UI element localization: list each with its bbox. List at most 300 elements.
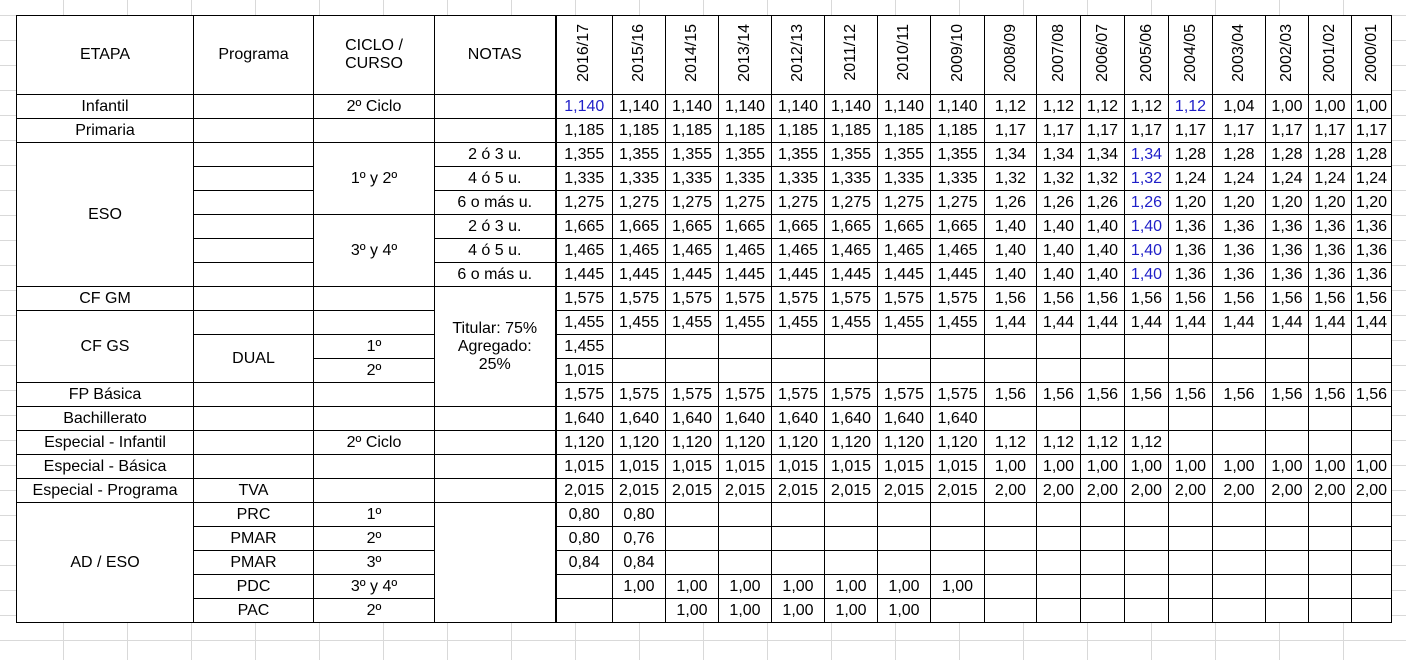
- value-cell: 1,12: [1081, 95, 1125, 119]
- value-cell: 1,275: [931, 191, 985, 215]
- value-cell: 1,445: [556, 263, 613, 287]
- header-year-label: 2012/13: [789, 23, 806, 82]
- value-cell: 2,015: [613, 479, 666, 503]
- header-ciclo-line2: CURSO: [345, 55, 403, 72]
- value-cell: 1,24: [1213, 167, 1266, 191]
- value-cell: 1,140: [719, 95, 772, 119]
- value-cell: 1,575: [613, 287, 666, 311]
- notas-cell: [435, 431, 556, 455]
- value-cell: 1,00: [719, 599, 772, 623]
- etapa-cell: AD / ESO: [17, 503, 194, 623]
- value-cell: 1,575: [825, 287, 878, 311]
- value-cell: [1037, 359, 1081, 383]
- value-cell: 1,56: [1266, 383, 1309, 407]
- value-cell: [1169, 407, 1213, 431]
- notas-cell: 4 ó 5 u.: [435, 167, 556, 191]
- value-cell: 1,36: [1352, 239, 1392, 263]
- value-cell: 2,00: [1213, 479, 1266, 503]
- value-cell: 1,56: [1081, 287, 1125, 311]
- value-cell: 1,00: [1169, 455, 1213, 479]
- ciclo-cell: 1º y 2º: [314, 143, 435, 215]
- value-cell: 1,40: [1081, 215, 1125, 239]
- value-cell: 1,185: [878, 119, 931, 143]
- value-cell: 1,44: [1213, 311, 1266, 335]
- value-cell: 1,575: [772, 383, 825, 407]
- ciclo-cell: 3º: [314, 551, 435, 575]
- value-cell: 1,015: [613, 455, 666, 479]
- value-cell: 1,275: [613, 191, 666, 215]
- table-row: [17, 239, 1392, 263]
- value-cell: [1352, 359, 1392, 383]
- value-cell: 1,640: [931, 407, 985, 431]
- value-cell: 1,20: [1309, 191, 1352, 215]
- programa-cell: PMAR: [194, 551, 314, 575]
- header-year: [985, 16, 1037, 95]
- value-cell: 1,575: [878, 287, 931, 311]
- value-cell: [878, 503, 931, 527]
- value-cell: 1,36: [1309, 239, 1352, 263]
- header-year-label: 2016/17: [575, 23, 593, 82]
- notas-cell: 6 o más u.: [435, 191, 556, 215]
- value-cell: 1,665: [825, 215, 878, 239]
- value-cell: 1,40: [1081, 263, 1125, 287]
- etapa-cell: Especial - Programa: [17, 479, 194, 503]
- value-cell: [556, 599, 613, 623]
- value-cell: 1,34: [1037, 143, 1081, 167]
- etapa-cell: CF GS: [17, 311, 194, 383]
- value-cell: 1,12: [1037, 431, 1081, 455]
- header-notas: NOTAS: [435, 16, 556, 95]
- value-cell: 1,335: [719, 167, 772, 191]
- value-cell: 1,465: [666, 239, 719, 263]
- value-cell: 1,04: [1213, 95, 1266, 119]
- notas-line: Titular: 75%: [452, 319, 538, 337]
- etapa-cell: CF GM: [17, 287, 194, 311]
- value-cell: 1,665: [931, 215, 985, 239]
- value-cell: 1,455: [825, 311, 878, 335]
- value-cell: [825, 503, 878, 527]
- programa-cell: [194, 455, 314, 479]
- ciclo-cell: 3º y 4º: [314, 215, 435, 287]
- value-cell: [878, 335, 931, 359]
- value-cell: [825, 551, 878, 575]
- value-cell: 1,140: [825, 95, 878, 119]
- value-cell: 1,20: [1213, 191, 1266, 215]
- value-cell: 1,575: [931, 383, 985, 407]
- value-cell: 1,17: [1037, 119, 1081, 143]
- value-cell: [1037, 407, 1081, 431]
- value-cell: [931, 551, 985, 575]
- value-cell: 1,455: [719, 311, 772, 335]
- programa-cell: [194, 431, 314, 455]
- table-row: [17, 95, 1392, 119]
- value-cell: 1,140: [878, 95, 931, 119]
- value-cell: 1,465: [613, 239, 666, 263]
- value-cell: 0,84: [613, 551, 666, 575]
- value-cell: [1213, 551, 1266, 575]
- header-year-label: 2013/14: [736, 23, 753, 82]
- notas-cell: [435, 287, 556, 407]
- programa-cell: PAC: [194, 599, 314, 623]
- value-cell: [1352, 599, 1392, 623]
- header-year-label: 2011/12: [842, 24, 859, 81]
- value-cell: [931, 359, 985, 383]
- value-cell: 0,84: [556, 551, 613, 575]
- table-row: [17, 383, 1392, 407]
- value-cell: 1,44: [1081, 311, 1125, 335]
- value-cell: 1,56: [1169, 287, 1213, 311]
- value-cell: 1,335: [666, 167, 719, 191]
- programa-cell: [194, 215, 314, 239]
- value-cell: 1,56: [1352, 383, 1392, 407]
- value-cell: 1,12: [1037, 95, 1081, 119]
- value-cell: 1,015: [556, 455, 613, 479]
- value-cell: [878, 527, 931, 551]
- value-cell: [1309, 407, 1352, 431]
- value-cell: 1,185: [613, 119, 666, 143]
- value-cell: 1,17: [1352, 119, 1392, 143]
- value-cell: 1,17: [1266, 119, 1309, 143]
- value-cell: 2,015: [772, 479, 825, 503]
- value-cell: 1,56: [1213, 287, 1266, 311]
- value-cell: 1,185: [666, 119, 719, 143]
- value-cell: 1,640: [878, 407, 931, 431]
- value-cell: 1,120: [825, 431, 878, 455]
- value-cell: [1309, 503, 1352, 527]
- etapa-cell: ESO: [17, 143, 194, 287]
- value-cell: 1,00: [1125, 455, 1169, 479]
- value-cell: 1,44: [1352, 311, 1392, 335]
- value-cell: [1352, 551, 1392, 575]
- value-cell: 1,00: [1213, 455, 1266, 479]
- value-cell: [1213, 575, 1266, 599]
- value-cell: 1,120: [772, 431, 825, 455]
- value-cell: [1037, 599, 1081, 623]
- programa-cell: TVA: [194, 479, 314, 503]
- value-cell: 1,640: [825, 407, 878, 431]
- value-cell: 1,355: [772, 143, 825, 167]
- value-cell: 1,465: [772, 239, 825, 263]
- value-cell: 1,36: [1213, 239, 1266, 263]
- value-cell: 1,120: [666, 431, 719, 455]
- value-cell: 1,275: [825, 191, 878, 215]
- value-cell: 1,015: [666, 455, 719, 479]
- table-row: [17, 551, 1392, 575]
- table-row: [17, 407, 1392, 431]
- header-year: [1037, 16, 1081, 95]
- programa-cell: DUAL: [194, 335, 314, 383]
- value-cell: 1,40: [1125, 239, 1169, 263]
- programa-cell: [194, 167, 314, 191]
- value-cell: 1,640: [613, 407, 666, 431]
- value-cell: 1,465: [825, 239, 878, 263]
- value-cell: [613, 359, 666, 383]
- value-cell: 1,00: [666, 599, 719, 623]
- header-year-label: 2004/05: [1181, 23, 1199, 82]
- value-cell: 1,56: [1169, 383, 1213, 407]
- value-cell: [1125, 359, 1169, 383]
- ciclo-cell: 2º: [314, 599, 435, 623]
- value-cell: 1,335: [878, 167, 931, 191]
- value-cell: 1,015: [556, 359, 613, 383]
- value-cell: [1169, 599, 1213, 623]
- value-cell: 1,015: [931, 455, 985, 479]
- header-year: [556, 16, 613, 95]
- value-cell: [1169, 359, 1213, 383]
- value-cell: 1,44: [1309, 311, 1352, 335]
- value-cell: 1,355: [556, 143, 613, 167]
- value-cell: [666, 503, 719, 527]
- value-cell: [1169, 551, 1213, 575]
- value-cell: 1,40: [1125, 263, 1169, 287]
- value-cell: 1,56: [1125, 383, 1169, 407]
- table-row: [17, 143, 1392, 167]
- value-cell: 1,575: [719, 383, 772, 407]
- value-cell: [1213, 599, 1266, 623]
- value-cell: 1,455: [556, 311, 613, 335]
- etapa-cell: FP Básica: [17, 383, 194, 407]
- value-cell: [1081, 407, 1125, 431]
- programa-cell: [194, 263, 314, 287]
- value-cell: 1,00: [613, 575, 666, 599]
- value-cell: [1352, 431, 1392, 455]
- ciclo-cell: 1º: [314, 335, 435, 359]
- value-cell: 1,34: [1125, 143, 1169, 167]
- value-cell: 1,355: [878, 143, 931, 167]
- value-cell: 1,355: [931, 143, 985, 167]
- notas-cell: [435, 407, 556, 431]
- value-cell: [1213, 503, 1266, 527]
- value-cell: 1,44: [1125, 311, 1169, 335]
- notas-cell: [435, 95, 556, 119]
- header-year-label: 2001/02: [1321, 23, 1338, 82]
- ciclo-cell: 2º Ciclo: [314, 431, 435, 455]
- table-row: [17, 191, 1392, 215]
- value-cell: 1,575: [666, 287, 719, 311]
- value-cell: 1,17: [1309, 119, 1352, 143]
- value-cell: 1,36: [1352, 263, 1392, 287]
- etapa-cell: Infantil: [17, 95, 194, 119]
- value-cell: [1266, 575, 1309, 599]
- value-cell: 1,575: [666, 383, 719, 407]
- value-cell: 1,36: [1266, 239, 1309, 263]
- value-cell: [1169, 503, 1213, 527]
- value-cell: [1352, 575, 1392, 599]
- value-cell: 1,445: [719, 263, 772, 287]
- header-year: [1213, 16, 1266, 95]
- value-cell: 1,32: [1037, 167, 1081, 191]
- value-cell: 1,26: [985, 191, 1037, 215]
- value-cell: 2,00: [1125, 479, 1169, 503]
- value-cell: [1125, 599, 1169, 623]
- value-cell: 1,36: [1169, 215, 1213, 239]
- value-cell: 1,56: [1352, 287, 1392, 311]
- value-cell: 1,34: [1081, 143, 1125, 167]
- value-cell: 1,28: [1309, 143, 1352, 167]
- header-row: [17, 16, 1392, 95]
- value-cell: 1,355: [825, 143, 878, 167]
- notas-cell: [435, 503, 556, 623]
- value-cell: 1,56: [1266, 287, 1309, 311]
- ciclo-cell: [314, 119, 435, 143]
- value-cell: 2,00: [1309, 479, 1352, 503]
- value-cell: 1,00: [1266, 95, 1309, 119]
- value-cell: 2,00: [1081, 479, 1125, 503]
- value-cell: 1,00: [772, 575, 825, 599]
- value-cell: [1309, 527, 1352, 551]
- value-cell: 1,185: [719, 119, 772, 143]
- value-cell: [1266, 503, 1309, 527]
- header-year: [931, 16, 985, 95]
- value-cell: 1,185: [931, 119, 985, 143]
- header-year-label: 2005/06: [1137, 23, 1155, 82]
- programa-cell: [194, 191, 314, 215]
- value-cell: [985, 575, 1037, 599]
- value-cell: [1081, 527, 1125, 551]
- value-cell: 1,56: [1037, 383, 1081, 407]
- value-cell: 1,640: [772, 407, 825, 431]
- value-cell: 1,56: [1081, 383, 1125, 407]
- value-cell: 2,00: [1266, 479, 1309, 503]
- value-cell: 1,465: [878, 239, 931, 263]
- value-cell: [878, 359, 931, 383]
- value-cell: 1,665: [878, 215, 931, 239]
- value-cell: [666, 527, 719, 551]
- value-cell: 1,20: [1169, 191, 1213, 215]
- value-cell: 1,665: [719, 215, 772, 239]
- value-cell: [1169, 431, 1213, 455]
- header-year: [1169, 16, 1213, 95]
- header-year-label: 2015/16: [630, 23, 647, 82]
- value-cell: [1081, 599, 1125, 623]
- ciclo-cell: [314, 407, 435, 431]
- value-cell: 1,56: [1125, 287, 1169, 311]
- value-cell: 1,455: [666, 311, 719, 335]
- table-row: [17, 479, 1392, 503]
- header-year: [772, 16, 825, 95]
- value-cell: 1,36: [1213, 263, 1266, 287]
- value-cell: [1309, 359, 1352, 383]
- header-ciclo: [314, 16, 435, 95]
- value-cell: [985, 407, 1037, 431]
- etapa-cell: Especial - Infantil: [17, 431, 194, 455]
- value-cell: 1,120: [931, 431, 985, 455]
- header-year: [719, 16, 772, 95]
- value-cell: 1,140: [666, 95, 719, 119]
- ciclo-cell: 1º: [314, 503, 435, 527]
- value-cell: 1,32: [985, 167, 1037, 191]
- value-cell: [1352, 407, 1392, 431]
- value-cell: 2,015: [931, 479, 985, 503]
- value-cell: 1,12: [1081, 431, 1125, 455]
- table-row: [17, 119, 1392, 143]
- value-cell: [719, 335, 772, 359]
- value-cell: 1,445: [878, 263, 931, 287]
- value-cell: 1,44: [1266, 311, 1309, 335]
- ciclo-cell: 2º Ciclo: [314, 95, 435, 119]
- value-cell: 1,00: [931, 575, 985, 599]
- value-cell: 1,17: [1169, 119, 1213, 143]
- value-cell: [931, 335, 985, 359]
- value-cell: 1,575: [556, 287, 613, 311]
- value-cell: 2,00: [1352, 479, 1392, 503]
- value-cell: [719, 503, 772, 527]
- etapa-cell: Especial - Básica: [17, 455, 194, 479]
- value-cell: 1,575: [931, 287, 985, 311]
- value-cell: [1213, 335, 1266, 359]
- value-cell: [1266, 527, 1309, 551]
- value-cell: 1,140: [613, 95, 666, 119]
- value-cell: 1,665: [772, 215, 825, 239]
- value-cell: 1,36: [1169, 263, 1213, 287]
- value-cell: 2,015: [556, 479, 613, 503]
- value-cell: [1169, 335, 1213, 359]
- value-cell: [719, 527, 772, 551]
- value-cell: 1,00: [1309, 455, 1352, 479]
- value-cell: [613, 599, 666, 623]
- ciclo-cell: 2º: [314, 527, 435, 551]
- value-cell: [931, 503, 985, 527]
- value-cell: 1,12: [1125, 95, 1169, 119]
- programa-cell: [194, 383, 314, 407]
- value-cell: 1,465: [556, 239, 613, 263]
- table-row: [17, 503, 1392, 527]
- value-cell: 1,445: [931, 263, 985, 287]
- ciclo-cell: 3º y 4º: [314, 575, 435, 599]
- programa-cell: [194, 287, 314, 311]
- value-cell: 1,575: [719, 287, 772, 311]
- table-row: [17, 263, 1392, 287]
- table-row: [17, 527, 1392, 551]
- ciclo-cell: [314, 479, 435, 503]
- value-cell: 1,665: [666, 215, 719, 239]
- table-row: [17, 335, 1392, 359]
- value-cell: [1081, 335, 1125, 359]
- value-cell: 1,455: [556, 335, 613, 359]
- value-cell: 1,00: [1081, 455, 1125, 479]
- table-row: [17, 311, 1392, 335]
- value-cell: [825, 527, 878, 551]
- value-cell: 1,40: [985, 215, 1037, 239]
- value-cell: [556, 575, 613, 599]
- value-cell: 1,140: [931, 95, 985, 119]
- value-cell: [1213, 407, 1266, 431]
- header-year: [1266, 16, 1309, 95]
- value-cell: 2,00: [1037, 479, 1081, 503]
- value-cell: 1,36: [1352, 215, 1392, 239]
- value-cell: 1,455: [878, 311, 931, 335]
- ciclo-cell: [314, 383, 435, 407]
- value-cell: 1,00: [772, 599, 825, 623]
- value-cell: 2,015: [719, 479, 772, 503]
- ciclo-cell: 2º: [314, 359, 435, 383]
- etapa-cell: Primaria: [17, 119, 194, 143]
- value-cell: 1,640: [556, 407, 613, 431]
- header-year: [1352, 16, 1392, 95]
- header-year: [1081, 16, 1125, 95]
- value-cell: 1,17: [985, 119, 1037, 143]
- value-cell: [1081, 575, 1125, 599]
- value-cell: 1,56: [1213, 383, 1266, 407]
- value-cell: 1,20: [1352, 191, 1392, 215]
- value-cell: [1266, 599, 1309, 623]
- etapa-cell: Bachillerato: [17, 407, 194, 431]
- value-cell: [985, 503, 1037, 527]
- value-cell: 1,28: [1169, 143, 1213, 167]
- header-year: [825, 16, 878, 95]
- value-cell: 1,32: [1081, 167, 1125, 191]
- value-cell: 1,12: [1125, 431, 1169, 455]
